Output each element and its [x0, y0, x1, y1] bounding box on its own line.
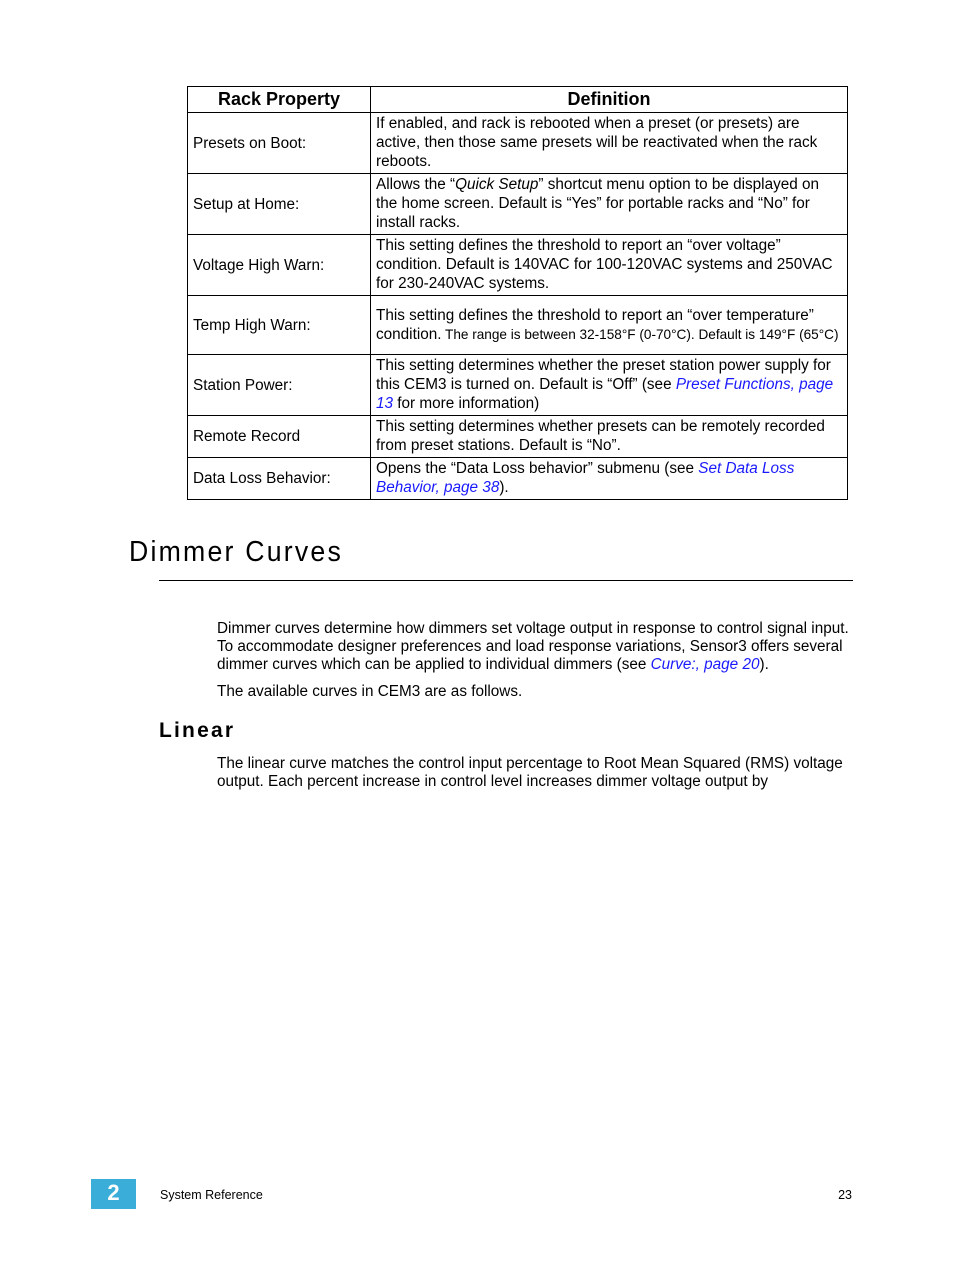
footer-section-name: System Reference: [160, 1188, 263, 1202]
section-title: Dimmer Curves: [129, 536, 344, 568]
subsection-title: Linear: [159, 719, 236, 742]
section-paragraph-2: The available curves in CEM3 are as follows.: [217, 683, 523, 700]
paragraph-text: Dimmer curves determine how dimmers set voltage output in response to control signal input. To accommodate designer preferences and load response variations, Sensor3 offers several dimmer curves which can be applied to individual dimmers (see: [217, 620, 849, 673]
definition-cell: [371, 174, 848, 235]
table-row: [188, 355, 848, 416]
definition-cell: [371, 296, 848, 355]
definition-text: ” shortcut menu option to be displayed on the home screen. Default is “Yes” for portable racks and “No” for install racks.: [376, 176, 820, 231]
subsection-paragraph: The linear curve matches the control input percentage to Root Mean Squared (RMS) voltage output. Each percent increase in control level increases dimmer voltage output by: [217, 755, 843, 790]
definition-text: ).: [499, 479, 509, 496]
property-cell: Remote Record: [188, 416, 371, 458]
curve-link[interactable]: Curve:, page 20: [650, 655, 760, 673]
definition-text: Opens the “Data Loss behavior” submenu (see: [376, 460, 699, 477]
property-cell: Data Loss Behavior:: [188, 458, 371, 500]
property-cell: Temp High Warn:: [188, 296, 371, 355]
table-header-row: [188, 87, 848, 113]
property-cell: Station Power:: [188, 355, 371, 416]
definition-text: Allows the “: [376, 176, 456, 193]
set-data-loss-link[interactable]: Set Data Loss Behavior, page 38: [376, 460, 795, 496]
definition-cell: [371, 458, 848, 500]
definition-text: This setting defines the threshold to report an “over temperature” condition.: [376, 306, 814, 343]
table-row: [188, 174, 848, 235]
property-cell: Setup at Home:: [188, 174, 371, 235]
table-row: [188, 235, 848, 296]
table-row: [188, 296, 848, 355]
rack-properties-table: [187, 86, 848, 500]
preset-functions-link[interactable]: Preset Functions, page 13: [376, 376, 834, 412]
definition-cell: If enabled, and rack is rebooted when a preset (or presets) are active, then those same presets will be reactivated when the rack reboots.: [371, 113, 848, 174]
definition-cell: [371, 355, 848, 416]
property-cell: Voltage High Warn:: [188, 235, 371, 296]
footer-page-number: 23: [838, 1188, 852, 1202]
paragraph-text: ).: [759, 655, 769, 673]
table-row: [188, 416, 848, 458]
chapter-number-badge: 2: [91, 1179, 136, 1209]
section-paragraph: [217, 620, 857, 673]
header-rack-property: Rack Property: [188, 87, 371, 113]
header-definition: Definition: [371, 87, 848, 113]
table-row: [188, 113, 848, 174]
definition-small-text: The range is between 32-158°F (0-70°C). Default is 149°F (65°C): [441, 326, 839, 342]
property-cell: Presets on Boot:: [188, 113, 371, 174]
definition-cell: This setting defines the threshold to report an “over voltage” condition. Default is 140VAC for 100-120VAC systems and 250VAC for 230-240VAC systems.: [371, 235, 848, 296]
definition-text: This setting determines whether the preset station power supply for this CEM3 is turned on. Default is “Off” (see: [376, 357, 831, 393]
definition-cell: This setting determines whether presets can be remotely recorded from preset stations. Default is “No”.: [371, 416, 848, 458]
table-row: [188, 458, 848, 500]
quick-setup-term: Quick Setup: [455, 176, 539, 193]
section-divider: [159, 580, 853, 581]
definition-text: for more information): [393, 395, 540, 412]
